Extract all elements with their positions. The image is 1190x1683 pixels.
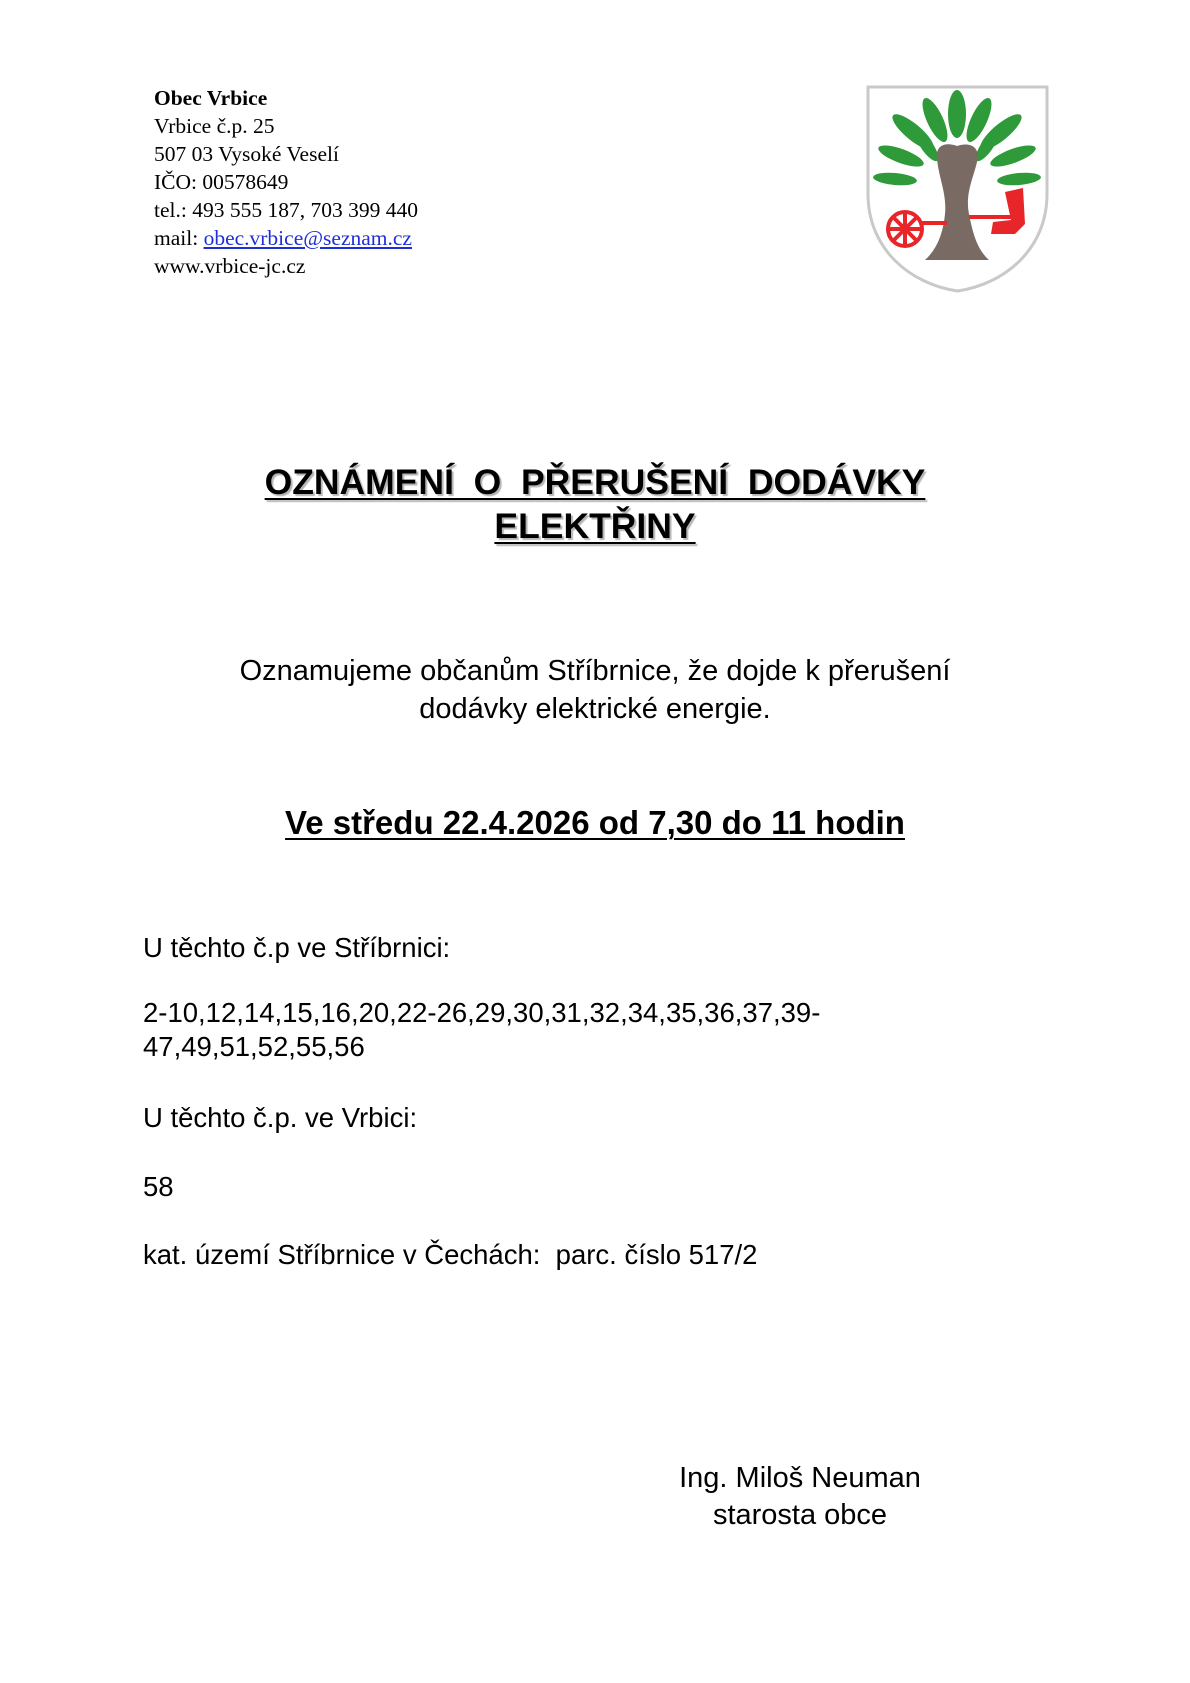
letterhead <box>154 84 418 280</box>
intro-paragraph <box>0 652 1190 728</box>
org-name: Obec Vrbice <box>154 86 268 110</box>
notice-title <box>0 460 1190 548</box>
signatory-role: starosta obce <box>712 1499 888 1531</box>
stribrnice-house-numbers: 2-10,12,14,15,16,20,22-26,29,30,31,32,34,35,36,37,39- 47,49,51,52,55,56 <box>143 997 821 1062</box>
mail-label: mail: <box>154 226 204 250</box>
title-line-2: ELEKTŘINY <box>494 506 696 546</box>
vrbice-house-numbers: 58 <box>143 1171 174 1202</box>
stribrnice-label: U těchto č.p ve Stříbrnici: <box>143 932 451 963</box>
telephone: tel.: 493 555 187, 703 399 440 <box>154 198 418 222</box>
email-link[interactable]: obec.vrbice@seznam.cz <box>203 226 412 250</box>
website: www.vrbice-jc.cz <box>154 254 306 278</box>
intro-line-2: dodávky elektrické energie. <box>419 693 771 725</box>
address-line-2: 507 03 Vysoké Veselí <box>154 142 339 166</box>
intro-line-1: Oznamujeme občanům Stříbrnice, že dojde k přerušení <box>239 655 951 687</box>
signature-block <box>600 1460 1000 1534</box>
parcel-info: kat. území Stříbrnice v Čechách: parc. číslo 517/2 <box>143 1239 758 1270</box>
address-line-1: Vrbice č.p. 25 <box>154 114 275 138</box>
coat-of-arms-icon <box>865 84 1050 294</box>
outage-date: Ve středu 22.4.2026 od 7,30 do 11 hodin <box>285 804 905 841</box>
ico: IČO: 00578649 <box>154 170 289 194</box>
vrbice-label: U těchto č.p. ve Vrbici: <box>143 1102 418 1133</box>
title-line-1: OZNÁMENÍ O PŘERUŠENÍ DODÁVKY <box>264 462 926 502</box>
mail-row <box>154 224 418 252</box>
signatory-name: Ing. Miloš Neuman <box>679 1462 921 1494</box>
